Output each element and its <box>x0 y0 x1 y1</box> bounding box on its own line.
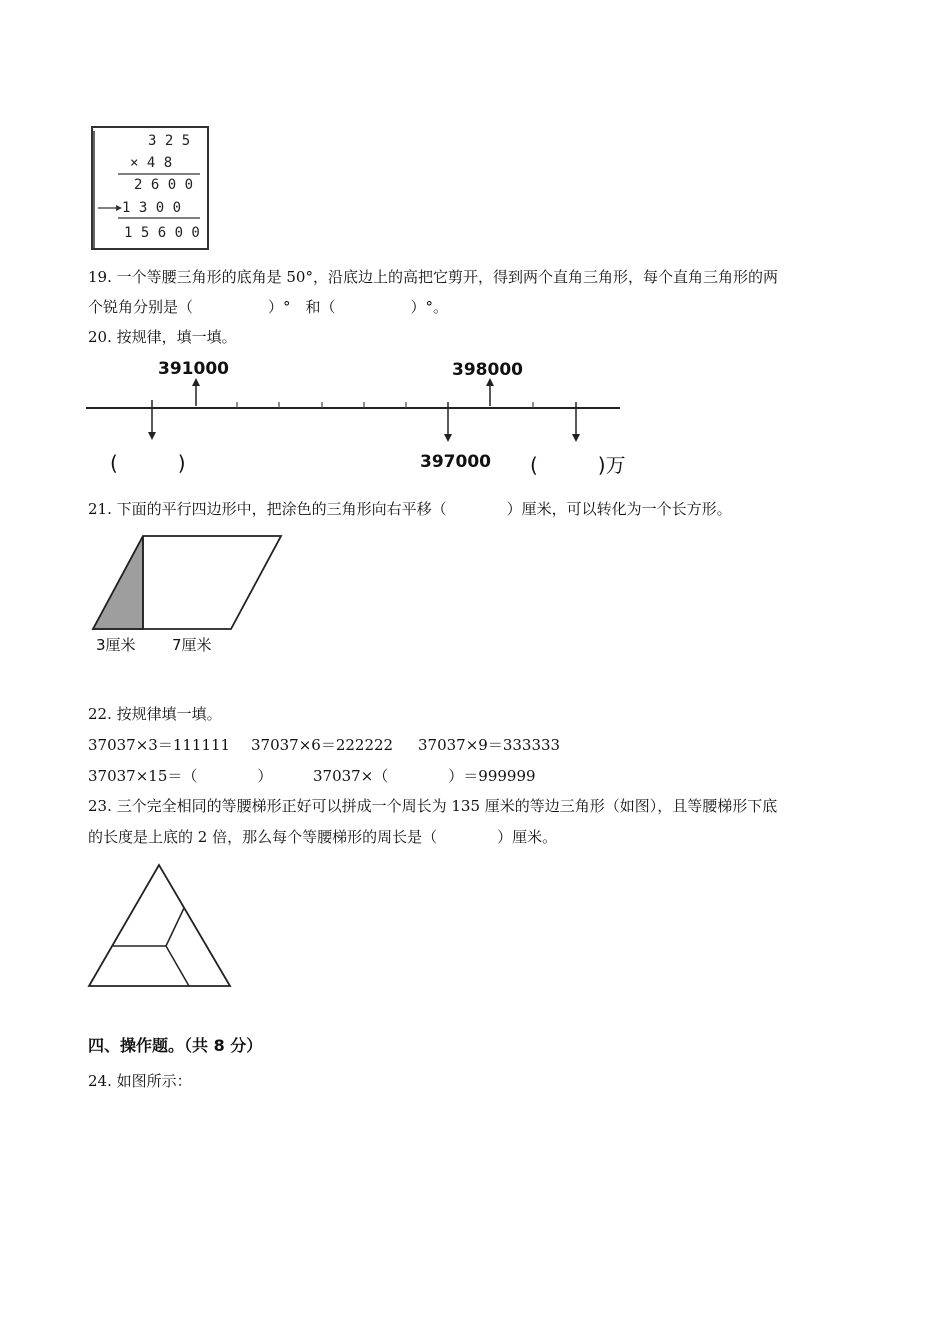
section-4-title: 四、操作题。（共 8 分） <box>88 1036 263 1055</box>
label-398000: 398000 <box>452 360 523 380</box>
q23-line1: 23. 三个完全相同的等腰梯形正好可以拼成一个周长为 135 厘米的等边三角形（如图），且等腰梯形下底 <box>88 797 778 815</box>
q22-prompt: 22. 按规律填一填。 <box>88 705 222 723</box>
label-7cm: 7厘米 <box>172 636 212 654</box>
multiplicand-text: 3 2 5 <box>148 133 191 149</box>
q19-line1: 19. 一个等腰三角形的底角是 50°，沿底边上的高把它剪开，得到两个直角三角形，每个直角三角形的两 <box>88 268 778 286</box>
q22-row1-a: 37037×3＝111111 <box>88 736 231 754</box>
q22-row2-b: 37037×（ ）＝999999 <box>313 767 536 785</box>
number-line-figure <box>86 352 666 480</box>
q24-prompt: 24. 如图所示： <box>88 1072 192 1090</box>
parallelogram-figure <box>88 534 288 658</box>
partial-product-2: 1 3 0 0 <box>122 200 182 216</box>
q21-prompt: 21. 下面的平行四边形中，把涂色的三角形向右平移（ ）厘米，可以转化为一个长方形。 <box>88 500 732 518</box>
label-391000: 391000 <box>158 359 229 379</box>
equilateral-triangle <box>89 865 230 986</box>
q23-line2: 的长度是上底的 2 倍，那么每个等腰梯形的周长是（ ）厘米。 <box>88 828 558 846</box>
label-397000: 397000 <box>420 452 491 472</box>
q19-line2: 个锐角分别是（ ）° 和（ ）°。 <box>88 298 449 316</box>
q22-row1-b: 37037×6＝222222 <box>251 736 394 754</box>
label-3cm: 3厘米 <box>96 636 136 654</box>
q22-row1-c: 37037×9＝333333 <box>418 736 561 754</box>
blank-left: ( ) <box>110 451 186 475</box>
blank-right: ( )万 <box>530 453 626 477</box>
multiplication-figure <box>90 125 212 253</box>
multiplier-text: × 4 8 <box>130 155 173 171</box>
q22-row2-a: 37037×15＝（ ） <box>88 767 273 785</box>
product-result: 1 5 6 0 0 <box>124 225 200 241</box>
triangle-trapezoids-figure <box>86 862 234 990</box>
partial-product-1: 2 6 0 0 <box>134 177 194 193</box>
q20-prompt: 20. 按规律，填一填。 <box>88 328 237 346</box>
